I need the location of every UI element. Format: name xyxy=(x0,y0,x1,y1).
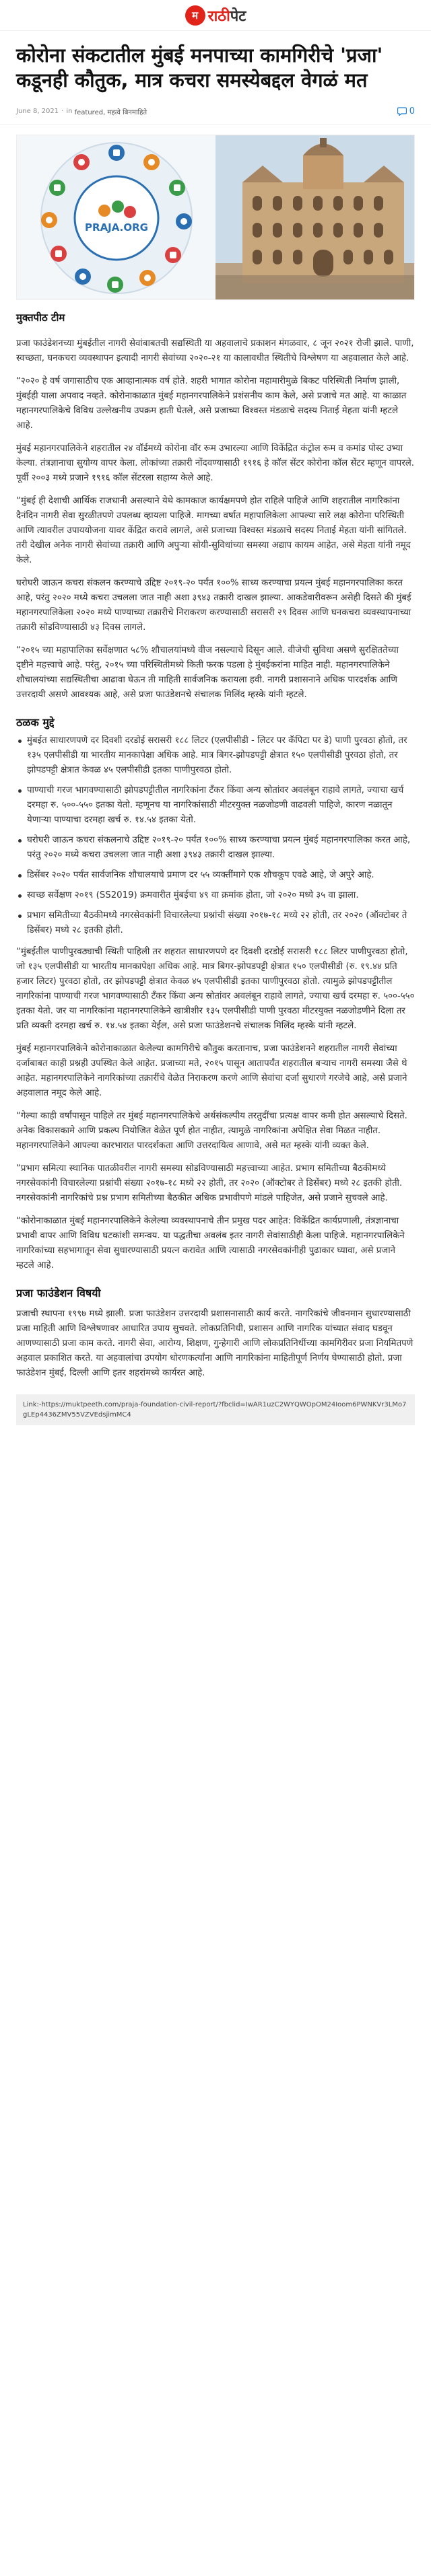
bmc-building-photo xyxy=(216,135,414,300)
bmc-building-graphic xyxy=(216,135,414,300)
praja-infographic xyxy=(17,135,216,300)
article-body xyxy=(0,336,431,1381)
author-byline: मुक्तपीठ टीम xyxy=(16,312,65,324)
article-category-link[interactable]: featured, महत्वे बिनमाहिते xyxy=(74,108,147,116)
about-heading: प्रजा फाउंडेशन विषयी xyxy=(16,1287,101,1299)
article-title: कोरोना संकटातील मुंबई मनपाच्या कामगिरीचे 'प्रजा' कडूनही कौतुक, मात्र कचरा समस्येबद्दल वेगळं मत xyxy=(16,44,383,92)
article-paragraph: “२०२० हे वर्ष जगासाठीच एक आव्हानात्मक वर्ष होते. शहरी भागात कोरोना महामारीमुळे बिकट परिस्थिती निर्माण झाली, मुंबईही याला अपवाद नव्हते. कोरोनाकाळात मुंबई महानगरपालिकेने प्रशंसनीय काम केले, असे प्रजाचे मत आहे. या काळात महानगरपालिकेचे विविध उल्लेखनीय उपक्रम हाती घेतले, असे प्रजाच्या विश्वस्त मंडळाचे सदस्य निताई मेहता यांनी म्हटले आहे. xyxy=(16,376,407,431)
key-points-list xyxy=(16,734,415,938)
article-meta xyxy=(0,100,431,125)
key-point-item: प्रभाग समितीच्या बैठकीमध्ये नगरसेवकांनी विचारलेल्या प्रश्नांची संख्या २०१७-१८ मध्ये २२ होती, तर २०२० (ऑक्टोबर ते डिसेंबर) मध्ये २८ इतकी होती. xyxy=(16,908,415,938)
article-paragraph: “प्रभाग समित्या स्थानिक पातळीवरील नागरी समस्या सोडविण्यासाठी महत्त्वाच्या आहेत. प्रभाग समितीच्या बैठकीमध्ये नगरसेवकांनी विचारलेल्या प्रश्नांची संख्या २०१७-१८ मध्ये २२ होती, तर २०२० (ऑक्टोबर ते डिसेंबर) मध्ये २८ इतकी होती. नगरसेवकांनी नागरिकांचे प्रश्न प्रभाग समितीच्या बैठकीत अधिक प्रभावीपणे मांडले पाहिजेत, असे प्रजाने सुचवले आहे. xyxy=(16,1164,403,1203)
key-point-item: मुंबईत साधारणपणे दर दिवशी दरडोई सरासरी १८८ लिटर (एलपीसीडी - लिटर पर कॅपिटा पर डे) पाणी पुरवठा होतो, तर १३५ एलपीसीडी या भारतीय मानकापेक्षा अधिक आहे. मात्र बिगर-झोपडपट्टी क्षेत्रात १५० एलपीसीडी पुरवठा होतो, तर झोपडपट्टी क्षेत्रात केवळ ४५ एलपीसीडी इतका पाणीपुरवठा होतो. xyxy=(16,734,415,778)
article-paragraph: “मुंबई ही देशाची आर्थिक राजधानी असल्याने येथे कामकाज कार्यक्षमपणे होत राहिले पाहिजे आणि शहरातील नागरिकांना दैनंदिन नागरी सेवा सुरळीतपणे उपलब्ध व्हायला पाहिजे. मागच्या वर्षात महापालिकेला आपल्या सारे लक्ष कोरोना परिस्थिती आणि त्यावरील उपाययोजना यावर केंद्रित करावे लागले, असे प्रजाच्या विश्वस्त मंडळाचे सदस्य निताई मेहता यांनी सांगितले. तरी देखील अनेक नागरी सेवांच्या तक्रारी आणि अपुऱ्या सोयी-सुविधांच्या समस्या अद्याप कायम आहेत, असे मेहता यांनी नमूद केले. xyxy=(16,496,411,565)
comment-count: 0 xyxy=(409,106,415,116)
article-paragraph: “कोरोनाकाळात मुंबई महानगरपालिकेने केलेल्या व्यवस्थापनाचे तीन प्रमुख पदर आहेत: विकेंद्रित कार्यप्रणाली, तंत्रज्ञानाचा प्रभावी वापर आणि विविध घटकांशी समन्वय. या पद्धतीचा अवलंब इतर नागरी सेवांसाठीही केला पाहिजे. महानगरपालिकेने नागरिकांच्या सहभागातून सेवा सुधारण्यासाठी प्रयत्न करावेत आणि त्यासाठी नगरसेवकांनीही पुढाकार घ्यावा, असे प्रजाने म्हटले आहे. xyxy=(16,1216,405,1271)
site-logo[interactable] xyxy=(185,5,246,26)
praja-logo-text: PRAJA.ORG xyxy=(85,221,148,234)
article-paragraph: प्रजा फाउंडेशनच्या मुंबईतील नागरी सेवांबाबतची सद्यस्थिती या अहवालाचे प्रकाशन मंगळवार, ८ जून २०२१ रोजी झाले. पाणी, स्वच्छता, घनकचरा व्यवस्थापन इत्यादी नागरी सेवांच्या २०२०-२१ या कालावधीत स्थितीचे विश्लेषण या अहवालात केले आहे. xyxy=(16,338,414,363)
article-date: June 8, 2021 xyxy=(16,108,59,115)
hero-image xyxy=(16,135,415,300)
article-paragraph: “२०१५ च्या महापालिका सर्वेक्षणात ५८% शौचालयांमध्ये वीज नसल्याचे दिसून आले. वीजेची सुविधा असणे सुरक्षिततेच्या दृष्टीने महत्त्वाचे आहे. परंतु, २०१५ च्या परिस्थितीमध्ये किती फरक पडला हे मुंबईकरांना माहित नाही. महानगरपालिकेने शौचालयांच्या सद्यस्थितीचा आढावा घेऊन ती माहिती सार्वजनिक करायला हवी. नागरी प्रशासनाने अधिक पारदर्शक आणि उत्तरदायी असणे आवश्यक आहे, असे प्रजा फाउंडेशनचे संचालक मिलिंद म्हस्के यांनी म्हटले. xyxy=(16,645,399,700)
article-paragraph: “गेल्या काही वर्षांपासून पाहिले तर मुंबई महानगरपालिकेचे अर्थसंकल्पीय तरतुदींचा प्रत्यक्ष वापर कमी होत असल्याचे दिसते. अनेक विकासकामे आणि प्रकल्प नियोजित वेळेत पूर्ण होत नाहीत, त्यामुळे नागरिकांना अपेक्षित सेवा मिळत नाहीत. महानगरपालिकेने आपल्या कारभारात पारदर्शकता आणि उत्तरदायित्व आणावे, असे मत म्हस्के यांनी व्यक्त केले. xyxy=(16,1111,407,1151)
article-paragraph: घरोघरी जाऊन कचरा संकलन करण्याचे उद्दिष्ट २०१९-२० पर्यंत १००% साध्य करण्याचा प्रयत्न मुंबई महानगरपालिका करत आहे, परंतु २०२० मध्ये कचरा उचलला जात नाही अशा ३९४३ तक्रारी दाखल झाल्या. आकडेवारीवरून असेही दिसते की मुंबई महानगरपालिकेला २०२० मध्ये पाण्याच्या तक्रारीचे निराकरण करण्यासाठी सरासरी २९ दिवस आणि घनकचरा व्यवस्थापनाच्या तक्रारी सोडविण्यासाठी ४३ दिवस लागले. xyxy=(16,578,411,633)
article-paragraph: मुंबई महानगरपालिकेने कोरोनाकाळात केलेल्या कामगिरीचे कौतुक करतानाच, प्रजा फाउंडेशनने शहरातील नागरी सेवांच्या दर्जाबाबत काही प्रश्नही उपस्थित केले आहेत. प्रजाच्या मते, २०१५ पासून आतापर्यंत शहरातील बऱ्याच नागरी समस्या जैसे थे आहेत. महानगरपालिकेने नागरिकांच्या तक्रारींचे वेळेत निराकरण करणे आणि सेवांचा दर्जा सुधारणे गरजेचे आहे, असे प्रजाने अहवालात नमूद केले आहे. xyxy=(16,1044,407,1098)
about-paragraph: प्रजाची स्थापना १९९७ मध्ये झाली. प्रजा फाउंडेशन उत्तरदायी प्रशासनासाठी कार्य करते. नागरिकांचे जीवनमान सुधारण्यासाठी प्रजा माहिती आणि विश्लेषणावर आधारित उपाय सुचवते. लोकप्रतिनिधी, प्रशासन आणि नागरिक यांच्यात संवाद घडवून आणण्यासाठी प्रजा काम करते. नागरी सेवा, आरोग्य, शिक्षण, गुन्हेगारी आणि लोकप्रतिनिधींच्या कामगिरीवर प्रजा नियमितपणे अहवाल प्रकाशित करते. या अहवालांचा उपयोग धोरणकर्त्यांना आणि नागरिकांना माहितीपूर्ण निर्णय घेण्यासाठी होतो. प्रजा फाउंडेशन मुंबई, दिल्ली आणि इतर शहरांमध्ये कार्यरत आहे. xyxy=(16,1309,413,1378)
key-point-item: पाण्याची गरज भागवण्यासाठी झोपडपट्टीतील नागरिकांना टँकर किंवा अन्य स्रोतांवर अवलंबून राहावे लागते, ज्याचा खर्च दरमहा रु. ५००-५५० इतका येतो. म्हणूनच या नागरिकांसाठी मीटरयुक्त नळजोडणी वाढवली पाहिजे, कारण नळातून येणाऱ्या पाण्याचा दरमहा खर्च रु. १४.५४ इतका येतो. xyxy=(16,783,415,828)
source-link[interactable]: Link:-https://muktpeeth.com/praja-foundation-civil-report/?fbclid=IwAR1uzC2WYQWOpOM24Ioom6PWNKVr3LMo7gLEp4436ZMV55VZVEdsjimMC4 xyxy=(16,1394,415,1425)
site-header xyxy=(0,0,431,31)
meta-separator: · xyxy=(61,108,64,115)
category-prefix: in xyxy=(66,108,73,115)
key-point-item: घरोघरी जाऊन कचरा संकलनाचे उद्दिष्ट २०१९-२० पर्यंत १००% साध्य करण्याचा प्रयत्न मुंबई महानगरपालिका करत आहे, परंतु २०२० मध्ये कचरा उचलला जात नाही अशा ३९४३ तक्रारी दाखल झाल्या. xyxy=(16,833,415,863)
logo-mark: म xyxy=(185,5,205,26)
praja-circle-graphic xyxy=(17,135,216,300)
comments-link[interactable] xyxy=(397,106,415,116)
logo-text: राठीपेट xyxy=(207,7,246,25)
key-points-heading: ठळक मुद्दे xyxy=(16,716,55,729)
article-paragraph: मुंबई महानगरपालिकेने शहरातील २४ वॉर्डमध्ये कोरोना वॉर रूम उभारल्या आणि विकेंद्रित कंट्रोल रूम व कमांड पोस्ट उभ्या केल्या. तंत्रज्ञानाचा सुयोग्य वापर केला. लोकांच्या तक्रारी नोंदवण्यासाठी १९१६ हे कॉल सेंटर कोरोना कॉल सेंटर म्हणून वापरले. पूर्वी २००३ मध्ये प्रजाने १९१६ कॉल सेंटरला सहाय्य केले आहे. xyxy=(16,443,415,483)
article-paragraph: “मुंबईतील पाणीपुरवठ्याची स्थिती पाहिली तर शहरात साधारणपणे दर दिवशी दरडोई सरासरी १८८ लिटर पाणीपुरवठा होतो, जो १३५ एलपीसीडी या भारतीय मानकापेक्षा अधिक आहे. मात्र बिगर-झोपडपट्टी क्षेत्रात १५० एलपीसीडी (रु. १९.४४ प्रति हजार लिटर) पुरवठा होतो, तर झोपडपट्टी क्षेत्रात केवळ ४५ एलपीसीडी इतका पाणीपुरवठा होतो. त्यामुळे झोपडपट्टीतील नागरिकांना पाण्याची गरज भागवण्यासाठी टँकर किंवा अन्य स्रोतांवर अवलंबून राहावे लागते, ज्याचा खर्च दरमहा रु. ५००-५५० इतका येतो. जर या नागरिकांना महानगरपालिकेने खात्रीशीर १३५ एलपीसीडी पाणी पुरवठा मीटरयुक्त नळजोडणीने दिला तर प्रति व्यक्ती दरमहा खर्च रु. १४.५४ इतका येईल, असे प्रजा फाउंडेशनचे संचालक मिलिंद म्हस्के यांनी म्हटले. xyxy=(16,947,415,1031)
key-point-item: डिसेंबर २०२० पर्यंत सार्वजनिक शौचालयाचे प्रमाण दर ५५ व्यक्तींमागे एक शौचकूप एवढे आहे, जे अपुरे आहे. xyxy=(16,868,415,883)
key-point-item: स्वच्छ सर्वेक्षण २०१९ (SS2019) क्रमवारीत मुंबईचा ४९ वा क्रमांक होता, जो २०२० मध्ये ३५ वा झाला. xyxy=(16,888,415,903)
comment-icon xyxy=(397,107,407,116)
